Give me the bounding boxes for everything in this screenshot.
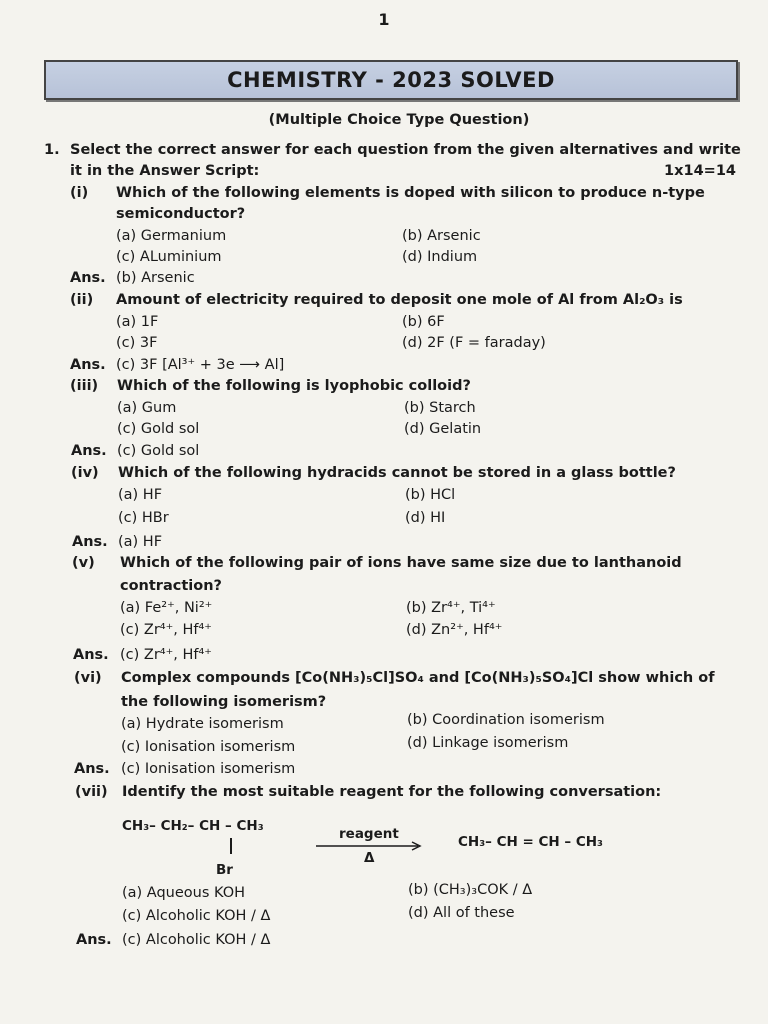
option-c: (c) Gold sol: [117, 421, 200, 437]
condition-label: Δ: [364, 850, 375, 866]
substituent-label: Br: [216, 862, 233, 878]
question-number: 1.: [44, 142, 60, 158]
page-title: CHEMISTRY - 2023 SOLVED: [227, 68, 555, 92]
question-text-line2: it in the Answer Script:: [70, 163, 260, 179]
answer-label: Ans.: [73, 647, 109, 663]
option-a: (a) Fe²⁺, Ni²⁺: [120, 600, 213, 616]
answer-label: Ans.: [72, 534, 108, 550]
option-a: (a) Germanium: [116, 228, 227, 244]
option-b: (b) HCl: [405, 487, 456, 503]
option-a: (a) 1F: [116, 314, 159, 330]
reactant-formula: CH₃– CH₂– CH – CH₃: [122, 818, 264, 834]
option-d: (d) All of these: [408, 905, 515, 921]
option-c: (c) Ionisation isomerism: [121, 739, 296, 755]
answer-label: Ans.: [74, 761, 110, 777]
subquestion-text: Complex compounds [Co(NH₃)₅Cl]SO₄ and [Co(NH₃)₅SO₄]Cl show which of: [121, 670, 715, 686]
subquestion-text: Which of the following pair of ions have same size due to lanthanoid: [120, 555, 682, 571]
option-d: (d) Zn²⁺, Hf⁴⁺: [406, 622, 503, 638]
option-c: (c) 3F: [116, 335, 158, 351]
option-c: (c) Zr⁴⁺, Hf⁴⁺: [120, 622, 212, 638]
subquestion-number: (iii): [70, 378, 99, 394]
option-c: (c) HBr: [118, 510, 169, 526]
section-subtitle: (Multiple Choice Type Question): [268, 112, 530, 128]
option-a: (a) Aqueous KOH: [122, 885, 246, 901]
subquestion-text: Amount of electricity required to deposit one mole of Al from Al₂O₃ is: [116, 292, 683, 308]
subquestion-text: Identify the most suitable reagent for the following conversation:: [122, 784, 662, 800]
option-a: (a) Hydrate isomerism: [121, 716, 284, 732]
subquestion-text: contraction?: [120, 578, 222, 594]
option-d: (d) Gelatin: [404, 421, 482, 437]
subquestion-number: (ii): [70, 292, 94, 308]
subquestion-number: (i): [70, 185, 89, 201]
option-b: (b) 6F: [402, 314, 445, 330]
question-text-line1: Select the correct answer for each question from the given alternatives and write: [70, 142, 741, 158]
subquestion-text: Which of the following elements is doped with silicon to produce n-type: [116, 185, 705, 201]
subquestion-text: Which of the following is lyophobic colloid?: [117, 378, 471, 394]
marks-label: 1x14=14: [664, 163, 736, 179]
option-b: (b) Zr⁴⁺, Ti⁴⁺: [406, 600, 496, 616]
answer-text: (c) Ionisation isomerism: [121, 761, 296, 777]
reagent-label: reagent: [339, 826, 399, 842]
subquestion-text: semiconductor?: [116, 206, 246, 222]
answer-text: (c) 3F [Al³⁺ + 3e ⟶ Al]: [116, 357, 285, 373]
option-b: (b) Coordination isomerism: [407, 712, 605, 728]
option-d: (d) 2F (F = faraday): [402, 335, 546, 351]
bond-line: [230, 838, 232, 854]
option-b: (b) (CH₃)₃COK / Δ: [408, 882, 533, 898]
option-a: (a) HF: [118, 487, 163, 503]
title-banner: [44, 60, 738, 100]
answer-text: (c) Gold sol: [117, 443, 200, 459]
option-d: (d) HI: [405, 510, 446, 526]
subquestion-number: (v): [72, 555, 95, 571]
answer-label: Ans.: [76, 932, 112, 948]
page-number: 1: [378, 10, 390, 29]
option-c: (c) Alcoholic KOH / Δ: [122, 908, 271, 924]
answer-label: Ans.: [70, 270, 106, 286]
subquestion-number: (iv): [71, 465, 99, 481]
answer-text: (c) Alcoholic KOH / Δ: [122, 932, 271, 948]
subquestion-text: the following isomerism?: [121, 694, 327, 710]
option-c: (c) ALuminium: [116, 249, 222, 265]
product-formula: CH₃– CH = CH – CH₃: [458, 834, 603, 850]
subquestion-number: (vi): [74, 670, 102, 686]
answer-label: Ans.: [70, 357, 106, 373]
answer-label: Ans.: [71, 443, 107, 459]
option-a: (a) Gum: [117, 400, 177, 416]
option-b: (b) Starch: [404, 400, 476, 416]
answer-text: (c) Zr⁴⁺, Hf⁴⁺: [120, 647, 212, 663]
answer-text: (b) Arsenic: [116, 270, 195, 286]
subquestion-number: (vii): [75, 784, 108, 800]
option-b: (b) Arsenic: [402, 228, 481, 244]
subquestion-text: Which of the following hydracids cannot be stored in a glass bottle?: [118, 465, 676, 481]
option-d: (d) Linkage isomerism: [407, 735, 569, 751]
answer-text: (a) HF: [118, 534, 163, 550]
option-d: (d) Indium: [402, 249, 478, 265]
